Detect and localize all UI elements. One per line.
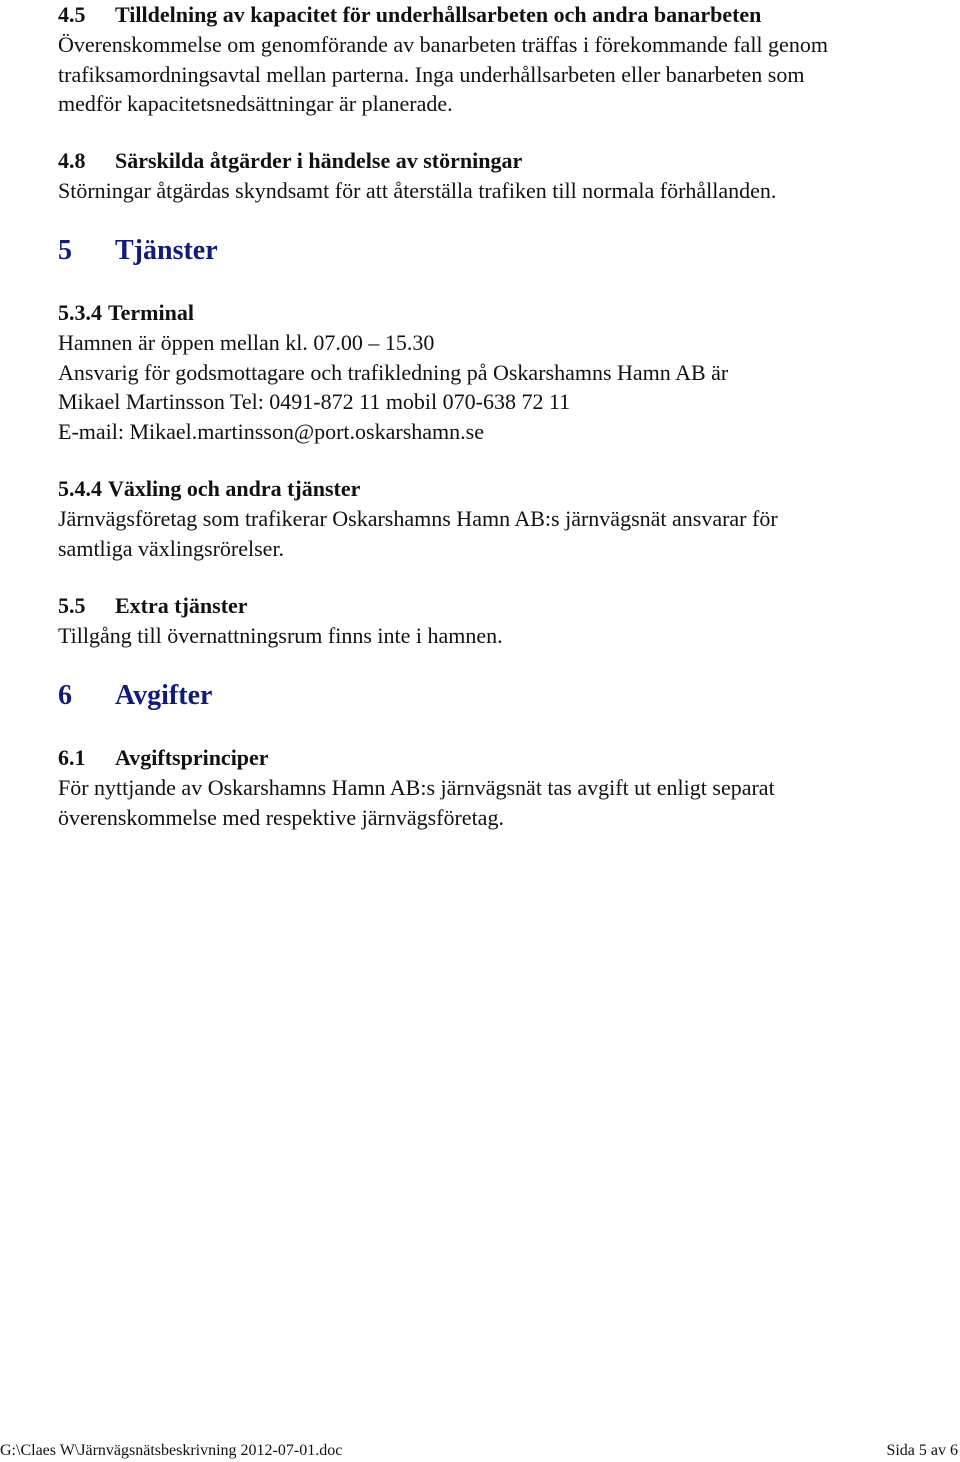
section-6-1 — [58, 743, 930, 832]
page-footer — [0, 1441, 960, 1461]
body-line: Järnvägsföretag som trafikerar Oskarshamns Hamn AB:s järnvägsnät ansvarar för — [58, 506, 778, 531]
body-line: För nyttjande av Oskarshamns Hamn AB:s järnvägsnät tas avgift ut enligt separat — [58, 775, 775, 800]
chapter-title: Avgifter — [115, 680, 213, 711]
section-5-3-4-heading — [58, 298, 930, 328]
section-4-5-heading — [58, 0, 930, 30]
section-5-3-4-body — [58, 328, 930, 446]
section-6-1-body — [58, 773, 930, 832]
section-title: Avgiftsprinciper — [115, 745, 269, 770]
section-4-5-body — [58, 30, 930, 119]
section-title: Särskilda åtgärder i händelse av störningar — [115, 148, 523, 173]
section-4-5 — [58, 0, 930, 119]
section-number: 5.3.4 — [58, 300, 102, 325]
body-line: Mikael Martinsson Tel: 0491-872 11 mobil 070-638 72 11 — [58, 389, 571, 414]
body-line: Hamnen är öppen mellan kl. 07.00 – 15.30 — [58, 330, 435, 355]
body-line: samtliga växlingsrörelser. — [58, 535, 285, 561]
body-line: överenskommelse med respektive järnvägsföretag. — [58, 804, 504, 830]
chapter-title: Tjänster — [115, 235, 218, 266]
footer-file-path: G:\Claes W\Järnvägsnätsbeskrivning 2012-07-01.doc — [0, 1442, 343, 1459]
section-title: Tilldelning av kapacitet för underhållsarbeten och andra banarbeten — [115, 2, 762, 27]
section-5-5-body — [58, 621, 930, 651]
section-number: 6.1 — [58, 745, 86, 770]
body-line: medför kapacitetsnedsättningar är planerade. — [58, 91, 453, 116]
section-number: 5.5 — [58, 593, 86, 618]
section-5-5-heading — [58, 591, 930, 621]
section-title: Extra tjänster — [115, 593, 248, 618]
section-5-5 — [58, 591, 930, 651]
section-title: Växling och andra tjänster — [108, 476, 361, 501]
chapter-6 — [58, 678, 930, 714]
section-5-4-4-heading — [58, 474, 930, 504]
section-5-4-4-body — [58, 504, 930, 563]
section-6-1-heading — [58, 743, 930, 773]
section-title: Terminal — [108, 300, 194, 325]
chapter-number: 5 — [58, 235, 72, 266]
body-line: Tillgång till övernattningsrum finns inte i hamnen. — [58, 623, 503, 648]
section-number: 4.8 — [58, 148, 86, 173]
section-5-3-4 — [58, 298, 930, 446]
section-4-8-body — [58, 176, 930, 206]
chapter-number: 6 — [58, 680, 72, 711]
section-5-4-4 — [58, 474, 930, 563]
chapter-5 — [58, 233, 930, 269]
section-4-8 — [58, 146, 930, 206]
section-number: 5.4.4 — [58, 476, 102, 501]
email-line: E-mail: Mikael.martinsson@port.oskarshamn.se — [58, 418, 484, 444]
section-4-8-heading — [58, 146, 930, 176]
body-line: Ansvarig för godsmottagare och trafikledning på Oskarshamns Hamn AB är — [58, 359, 729, 385]
body-line: Överenskommelse om genomförande av banarbeten träffas i förekommande fall genom — [58, 32, 828, 57]
footer-page-number: Sida 5 av 6 — [886, 1442, 958, 1459]
body-line: trafiksamordningsavtal mellan parterna. Inga underhållsarbeten eller banarbeten som — [58, 61, 805, 87]
section-number: 4.5 — [58, 2, 86, 27]
chapter-6-heading — [58, 678, 930, 714]
body-line: Störningar åtgärdas skyndsamt för att återställa trafiken till normala förhållanden. — [58, 178, 777, 203]
chapter-5-heading — [58, 233, 930, 269]
